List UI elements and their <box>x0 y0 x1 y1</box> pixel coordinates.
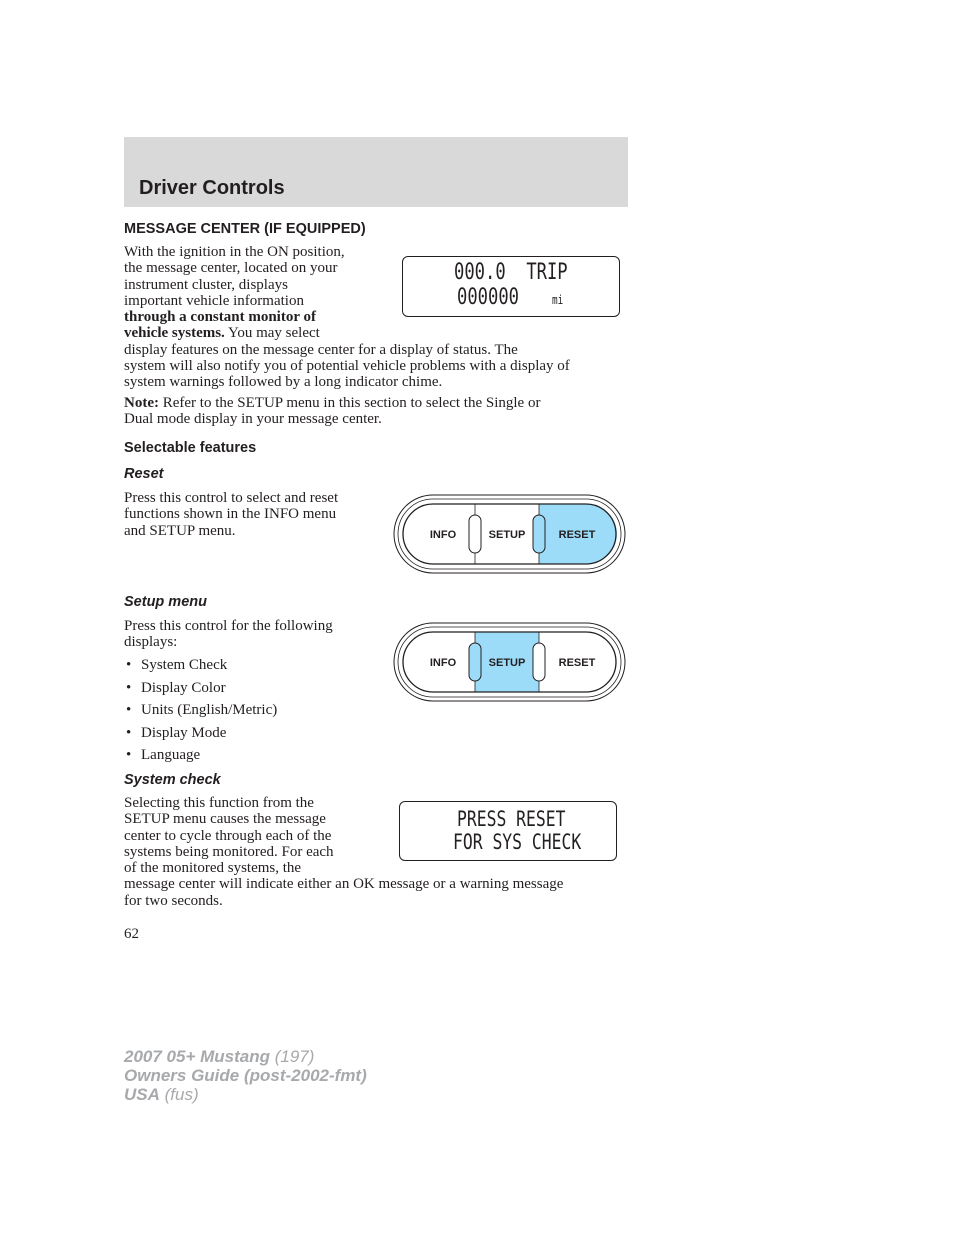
intro-line: important vehicle information <box>124 292 304 309</box>
syscheck-line: message center will indicate either an OK message or a warning message <box>124 876 564 893</box>
trip-display <box>402 256 620 317</box>
reset-line: Press this control to select and reset <box>124 490 339 506</box>
syscheck-line: systems being monitored. For each <box>124 843 334 860</box>
intro-bold: vehicle systems. <box>124 325 225 342</box>
intro-bold: through a constant monitor of <box>124 309 316 326</box>
reset-line: and SETUP menu. <box>124 522 236 539</box>
setup-line: Press this control for the following <box>124 618 333 634</box>
syscheck-line: for two seconds. <box>124 892 223 909</box>
system-check-heading: System check <box>124 772 221 788</box>
control-cluster-setup <box>393 622 626 702</box>
sys-check-display-line1: PRESS RESET <box>457 807 566 831</box>
list-item: • System Check <box>124 656 277 679</box>
page-title: MESSAGE CENTER (IF EQUIPPED) <box>124 221 366 237</box>
reset-line: functions shown in the INFO menu <box>124 506 337 523</box>
note-text: Refer to the SETUP menu in this section to select the Single or <box>158 395 541 411</box>
list-item: • Language <box>124 746 277 769</box>
info-button[interactable]: INFO <box>429 657 457 669</box>
note-text: Dual mode display in your message center. <box>124 411 382 428</box>
selectable-features-heading: Selectable features <box>124 440 257 456</box>
setup-line: displays: <box>124 634 178 651</box>
control-cluster-reset <box>393 494 626 574</box>
page-number: 62 <box>124 926 139 942</box>
trip-display-unit: mi <box>552 293 564 307</box>
info-button[interactable]: INFO <box>429 529 457 541</box>
list-item: • Display Mode <box>124 724 277 747</box>
setup-button[interactable]: SETUP <box>488 657 526 669</box>
footer-model-code: (197) <box>270 1047 315 1066</box>
note-label: Note: <box>124 395 159 411</box>
list-item: • Units (English/Metric) <box>124 701 277 724</box>
reset-paragraph <box>124 490 338 539</box>
intro-line: the message center, located on your <box>124 260 338 277</box>
intro-line: display features on the message center for a display of status. The <box>124 341 518 358</box>
trip-display-line1: 000.0 TRIP <box>454 260 568 285</box>
setup-paragraph <box>124 618 333 651</box>
intro-line: With the ignition in the ON position, <box>124 244 345 260</box>
list-item: • Display Color <box>124 679 277 702</box>
setup-button[interactable]: SETUP <box>488 529 526 541</box>
reset-heading: Reset <box>124 466 164 482</box>
note-paragraph <box>124 395 540 428</box>
syscheck-line: center to cycle through each of the <box>124 827 332 844</box>
setup-menu-heading: Setup menu <box>124 594 207 610</box>
intro-line: system will also notify you of potential vehicle problems with a display of <box>124 358 570 375</box>
sys-check-display-line2: FOR SYS CHECK <box>453 830 582 854</box>
reset-button[interactable]: RESET <box>558 529 596 541</box>
intro-line: You may select <box>224 325 320 342</box>
footer-market-code: (fus) <box>159 1085 199 1104</box>
reset-button[interactable]: RESET <box>558 657 596 669</box>
footer-model: 2007 05+ Mustang <box>124 1047 270 1066</box>
footer-market: USA <box>124 1085 160 1104</box>
syscheck-line: Selecting this function from the <box>124 795 314 811</box>
intro-line: system warnings followed by a long indicator chime. <box>124 374 443 391</box>
syscheck-line: SETUP menu causes the message <box>124 811 326 828</box>
sys-check-display <box>399 801 617 861</box>
trip-display-line2: 000000 <box>457 285 519 310</box>
intro-line: instrument cluster, displays <box>124 276 288 293</box>
syscheck-line: of the monitored systems, the <box>124 860 302 877</box>
footer-guide: Owners Guide (post-2002-fmt) <box>124 1066 367 1085</box>
section-title: Driver Controls <box>139 177 285 199</box>
setup-items-list <box>124 656 277 769</box>
document-footer <box>124 1047 367 1104</box>
